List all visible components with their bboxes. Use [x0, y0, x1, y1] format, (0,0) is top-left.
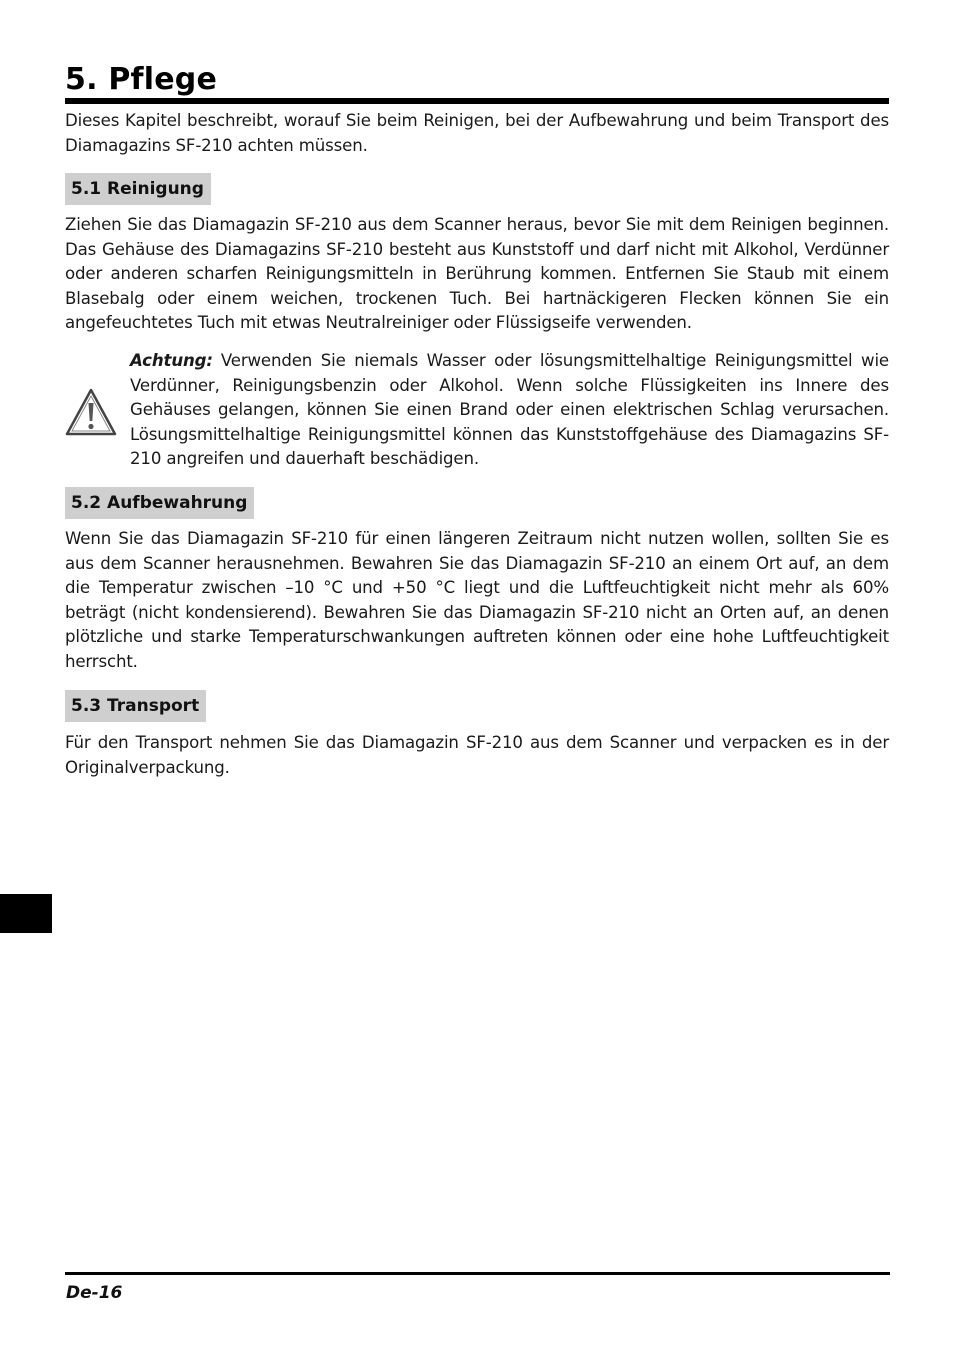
language-thumb-tab [0, 894, 52, 933]
warning-label: Achtung: [130, 351, 213, 370]
page-title: 5. Pflege [65, 62, 218, 97]
intro-paragraph: Dieses Kapitel beschreibt, worauf Sie beim Reinigen, bei der Aufbewahrung und beim Transport des Diamagazins SF-210 achten müssen. [65, 111, 889, 155]
section-heading-aufbewahrung: 5.2 Aufbewahrung [65, 487, 254, 519]
warning-triangle-icon [64, 387, 118, 437]
section-body-transport: Für den Transport nehmen Sie das Diamagazin SF-210 aus dem Scanner und verpacken es in der Originalverpackung. [65, 733, 889, 777]
footer-rule [65, 1272, 890, 1275]
warning-notice [130, 349, 889, 472]
title-rule [65, 98, 889, 104]
section-body-aufbewahrung: Wenn Sie das Diamagazin SF-210 für einen längeren Zeitraum nicht nutzen wollen, sollten Sie es aus dem Scanner herausnehmen. Bewahren Sie das Diamagazin SF-210 an einem Ort auf, an dem die Temperatur zwischen –10 °C und +50 °C liegt und die Luftfeuchtigkeit nicht mehr als 60% beträgt (nicht kondensierend). Bewahren Sie das Diamagazin SF-210 nicht an Orten auf, an denen plötzliche und starke Temperaturschwankungen auftreten können oder eine hohe Luftfeuchtigkeit herrscht. [65, 529, 889, 671]
section-body-reinigung: Ziehen Sie das Diamagazin SF-210 aus dem Scanner heraus, bevor Sie mit dem Reinigen beginnen. Das Gehäuse des Diamagazins SF-210 besteht aus Kunststoff und darf nicht mit Alkohol, Verdünner oder anderen scharfen Reinigungsmitteln in Berührung kommen. Entfernen Sie Staub mit einem Blasebalg oder einem weichen, trockenen Tuch. Bei hartnäckigeren Flecken können Sie ein angefeuchtetes Tuch mit etwas Neutralreiniger oder Flüssigseife verwenden. [65, 215, 889, 333]
section-heading-reinigung: 5.1 Reinigung [65, 173, 211, 205]
warning-text: Verwenden Sie niemals Wasser oder lösungsmittelhaltige Reinigungsmittel wie Verdünner, Reinigungsbenzin oder Alkohol. Wenn solche Flüssigkeiten ins Innere des Gehäuses gelangen, können Sie einen Brand oder einen elektrischen Schlag verursachen. Lösungsmittelhaltige Reinigungsmittel können das Kunststoffgehäuse des Diamagazins SF-210 angreifen und dauerhaft beschädigen. [130, 351, 889, 469]
section-heading-transport: 5.3 Transport [65, 690, 206, 722]
page-number: De-16 [66, 1283, 123, 1303]
